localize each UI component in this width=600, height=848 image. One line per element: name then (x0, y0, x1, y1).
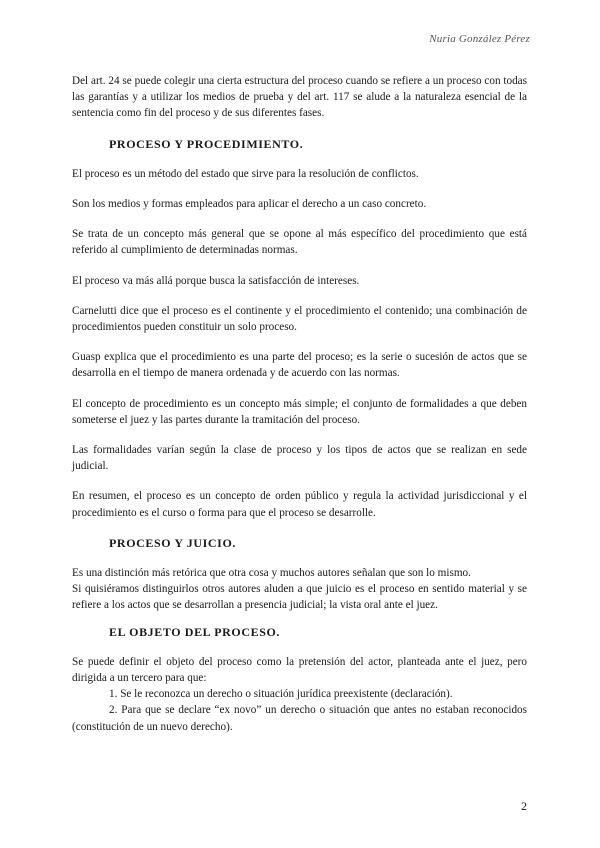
page-number: 2 (521, 799, 527, 813)
paragraph: Es una distinción más retórica que otra cosa y muchos autores señalan que son lo mismo. (72, 567, 471, 580)
document-body (72, 73, 527, 735)
heading-objeto-proceso: EL OBJETO DEL PROCESO. (109, 624, 281, 639)
paragraph: Las formalidades varían según la clase de proceso y los tipos de actos que se realizan en sede judicial. (72, 444, 527, 473)
paragraph: En resumen, el proceso es un concepto de orden público y regula la actividad jurisdiccional y el procedimiento es el curso o forma para que el proceso se desarrolle. (72, 490, 527, 519)
paragraph: Carnelutti dice que el proceso es el continente y el procedimiento el contenido; una combinación de procedimientos pueden constituir un solo proceso. (72, 304, 527, 334)
paragraph: Si quisiéramos distinguirlos otros autores aluden a que juicio es el proceso en sentido material y se refiere a los actos que se desarrollan a presencia judicial; la vista oral ante el juez. (72, 583, 527, 612)
author-name: Nuria González Pérez (429, 33, 530, 45)
list-item: 1. Se le reconozca un derecho o situación jurídica preexistente (declaración). (109, 688, 453, 701)
paragraph-intro: Del art. 24 se puede colegir una cierta estructura del proceso cuando se refiere a un proceso con todas las garantías y a utilizar los medios de prueba y del art. 117 se alude a la naturaleza esencial de la sentencia como fin del proceso y de sus diferentes fases. (72, 75, 527, 120)
paragraph: Se trata de un concepto más general que se opone al más específico del procedimiento que está referido al cumplimiento de determinadas normas. (72, 228, 527, 257)
paragraph: El proceso va más allá porque busca la satisfacción de intereses. (72, 274, 360, 287)
heading-proceso-juicio: PROCESO Y JUICIO. (109, 535, 236, 550)
paragraph: El concepto de procedimiento es un concepto más simple; el conjunto de formalidades a que deben someterse el juez y las partes durante la tramitación del proceso. (72, 397, 527, 426)
paragraph: Son los medios y formas empleados para aplicar el derecho a un caso concreto. (72, 198, 427, 211)
heading-proceso-procedimiento: PROCESO Y PROCEDIMIENTO. (109, 136, 304, 151)
paragraph: El proceso es un método del estado que sirve para la resolución de conflictos. (72, 167, 419, 180)
paragraph: Guasp explica que el procedimiento es una parte del proceso; es la serie o sucesión de actos que se desarrolla en el tiempo de manera ordenada y de acuerdo con las normas. (72, 351, 527, 380)
list-item: 2. Para que se declare “ex novo” un derecho o situación que antes no estaban reconocidos (constitución de un nuevo derecho). (72, 704, 527, 733)
paragraph: Se puede definir el objeto del proceso como la pretensión del actor, planteada ante el juez, pero dirigida a un tercero para que: (72, 655, 527, 685)
